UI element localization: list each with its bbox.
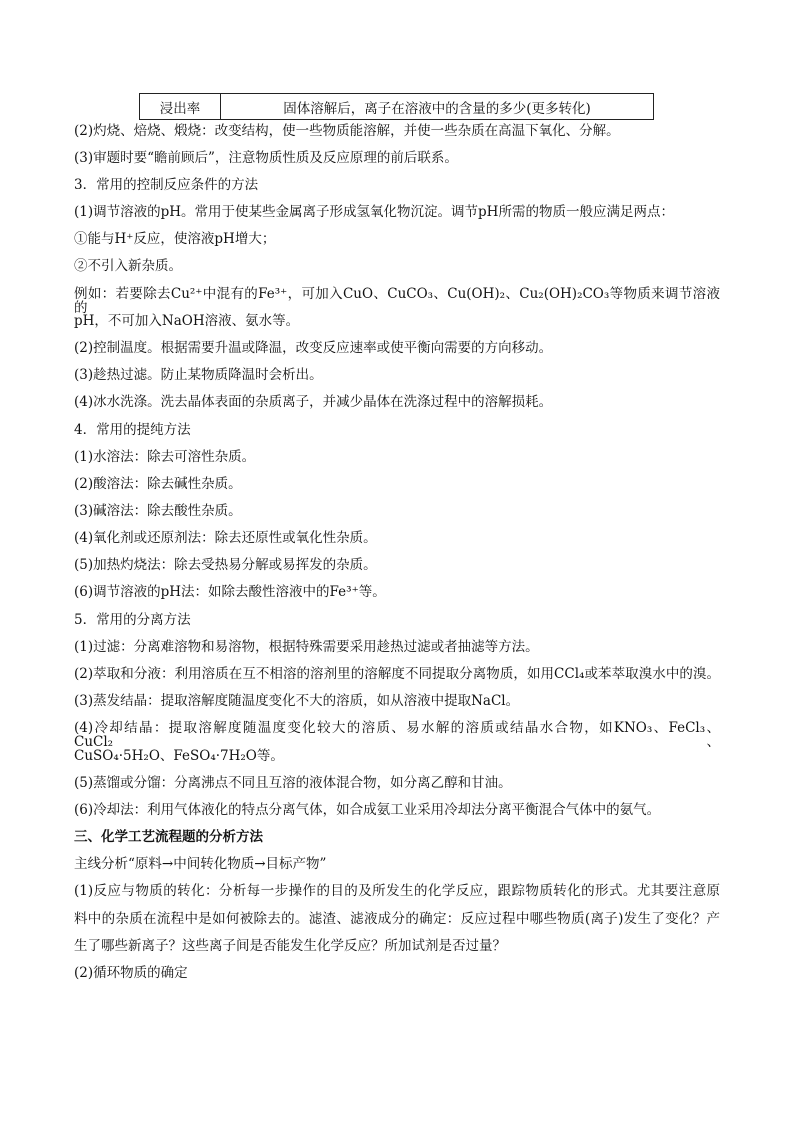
list-item: (1)过滤：分离难溶物和易溶物，根据特殊需要采用趁热过滤或者抽滤等方法。 <box>74 639 539 655</box>
section-heading: 三、化学工艺流程题的分析方法 <box>74 829 263 845</box>
paragraph-line: 料中的杂质在流程中是如何被除去的。滤渣、滤液成分的确定：反应过程中哪些物质(离子)发生了变化？产 <box>74 911 720 927</box>
list-item: (4)氧化剂或还原剂法：除去还原性或氧化性杂质。 <box>74 530 377 546</box>
paragraph-line: (2)控制温度。根据需要升温或降温，改变反应速率或使平衡向需要的方向移动。 <box>74 340 553 356</box>
list-item: ①能与H⁺反应，使溶液pH增大； <box>74 231 276 247</box>
list-item: (2)酸溶法：除去碱性杂质。 <box>74 476 242 492</box>
paragraph-line: (4)冰水洗涤。洗去晶体表面的杂质离子，并减少晶体在洗涤过程中的溶解损耗。 <box>74 394 553 410</box>
paragraph-line: 主线分析“原料→中间转化物质→目标产物” <box>74 856 327 872</box>
list-item: (6)冷却法：利用气体液化的特点分离气体，如合成氨工业采用冷却法分离平衡混合气体中的氨气。 <box>74 802 661 818</box>
section-heading: 4．常用的提纯方法 <box>74 422 191 438</box>
list-item: (6)调节溶液的pH法：如除去酸性溶液中的Fe³⁺等。 <box>74 584 386 600</box>
paragraph-line: (1)反应与物质的转化：分析每一步操作的目的及所发生的化学反应，跟踪物质转化的形式。尤其要注意原 <box>74 883 720 899</box>
section-heading: 3．常用的控制反应条件的方法 <box>74 177 259 193</box>
paragraph-line: (1)调节溶液的pH。常用于使某些金属离子形成氢氧化物沉淀。调节pH所需的物质一般应满足两点： <box>74 204 674 220</box>
list-item: ②不引入新杂质。 <box>74 258 182 274</box>
paragraph-line: 生了哪些新离子？这些离子间是否能发生化学反应？所加试剂是否过量？ <box>74 938 506 954</box>
list-item: (3)碱溶法：除去酸性杂质。 <box>74 503 242 519</box>
list-item: (3)蒸发结晶：提取溶解度随温度变化不大的溶质，如从溶液中提取NaCl。 <box>74 693 520 709</box>
list-item: (2)萃取和分液：利用溶质在互不相溶的溶剂里的溶解度不同提取分离物质，如用CCl₄或苯萃取溴水中的溴。 <box>74 666 720 682</box>
table-row <box>140 94 654 120</box>
table-cell-definition: 固体溶解后，离子在溶液中的含量的多少(更多转化) <box>221 94 654 120</box>
paragraph-line: CuSO₄·5H₂O、FeSO₄·7H₂O等。 <box>74 748 284 764</box>
list-item: (2)循环物质的确定 <box>74 965 188 981</box>
section-heading: 5．常用的分离方法 <box>74 612 191 628</box>
list-item: (1)水溶法：除去可溶性杂质。 <box>74 449 256 465</box>
paragraph-line: pH，不可加入NaOH溶液、氨水等。 <box>74 313 300 329</box>
paragraph-line: (2)灼烧、焙烧、煅烧：改变结构，使一些物质能溶解，并使一些杂质在高温下氧化、分解。 <box>74 123 620 139</box>
paragraph-line: (3)审题时要“瞻前顾后”，注意物质性质及反应原理的前后联系。 <box>74 150 458 166</box>
paragraph-line: 例如：若要除去Cu²⁺中混有的Fe³⁺，可加入CuO、CuCO₃、Cu(OH)₂、Cu₂(OH)₂CO₃等物质来调节溶液的 <box>74 286 720 316</box>
paragraph-line: (3)趁热过滤。防止某物质降温时会析出。 <box>74 367 323 383</box>
list-item: (5)加热灼烧法：除去受热易分解或易挥发的杂质。 <box>74 557 377 573</box>
list-item: (4)冷却结晶：提取溶解度随温度变化较大的溶质、易水解的溶质或结晶水合物，如KNO₃、FeCl₃、CuCl₂、 <box>74 720 720 750</box>
list-item: (5)蒸馏或分馏：分离沸点不同且互溶的液体混合物，如分离乙醇和甘油。 <box>74 775 512 791</box>
table-cell-term: 浸出率 <box>140 94 221 120</box>
definition-table <box>139 93 654 120</box>
